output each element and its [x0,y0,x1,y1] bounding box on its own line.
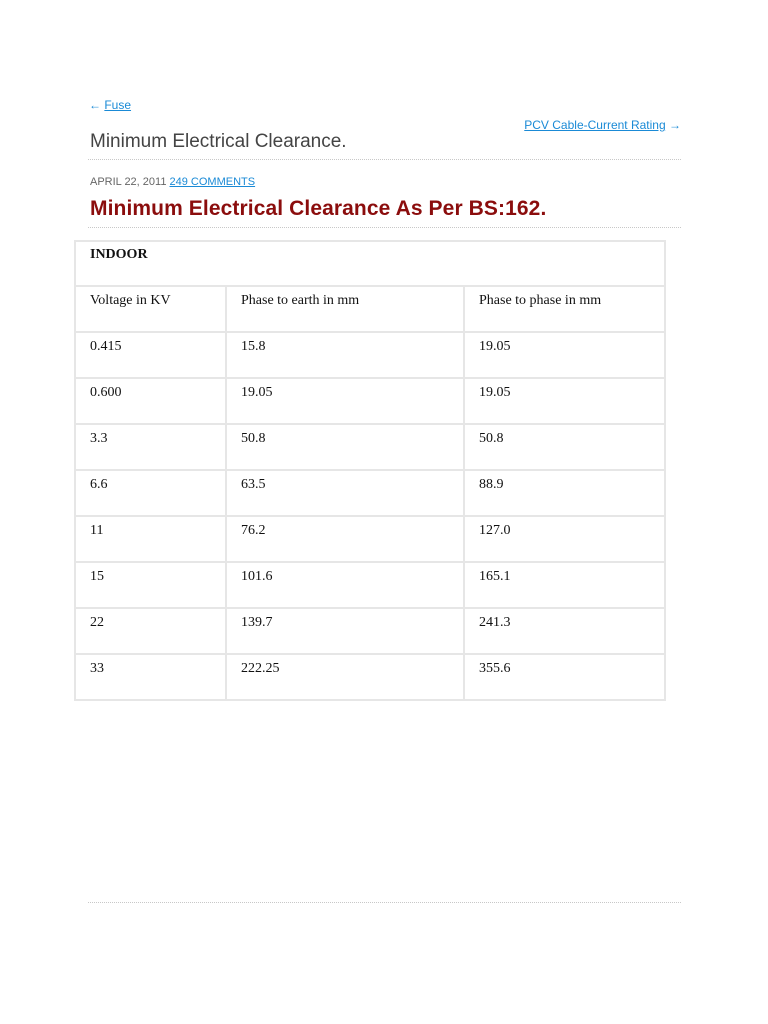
cell-voltage: 15 [75,562,226,608]
clearance-table [74,240,666,701]
cell-phase-to-phase: 355.6 [464,654,665,700]
cell-phase-to-earth: 222.25 [226,654,464,700]
cell-phase-to-phase: 50.8 [464,424,665,470]
heading-divider [88,227,681,228]
table-header-row [75,286,665,332]
next-post-label: PCV Cable-Current Rating [524,118,666,132]
table-row [75,470,665,516]
post-title: Minimum Electrical Clearance. [90,131,347,152]
cell-phase-to-earth: 76.2 [226,516,464,562]
table-row [75,654,665,700]
cell-phase-to-earth: 19.05 [226,378,464,424]
cell-voltage: 11 [75,516,226,562]
comments-link[interactable]: 249 COMMENTS [169,176,256,188]
header-phase-to-phase: Phase to phase in mm [464,286,665,332]
post-meta [90,176,255,188]
table-row [75,332,665,378]
table-caption: INDOOR [75,241,665,286]
cell-phase-to-phase: 19.05 [464,332,665,378]
footer-divider [88,902,681,903]
next-post-link[interactable] [524,118,681,132]
cell-phase-to-earth: 15.8 [226,332,464,378]
cell-voltage: 6.6 [75,470,226,516]
table-row [75,608,665,654]
cell-phase-to-earth: 101.6 [226,562,464,608]
cell-phase-to-phase: 241.3 [464,608,665,654]
cell-phase-to-earth: 63.5 [226,470,464,516]
header-phase-to-earth: Phase to earth in mm [226,286,464,332]
cell-voltage: 22 [75,608,226,654]
header-voltage: Voltage in KV [75,286,226,332]
table-row [75,378,665,424]
cell-voltage: 33 [75,654,226,700]
table-caption-row [75,241,665,286]
cell-voltage: 0.415 [75,332,226,378]
article-heading: Minimum Electrical Clearance As Per BS:162. [90,197,547,220]
cell-voltage: 0.600 [75,378,226,424]
left-arrow-icon: ← [89,98,101,112]
post-date: APRIL 22, 2011 [90,176,167,188]
previous-post-link[interactable] [89,98,131,112]
table-row [75,424,665,470]
cell-voltage: 3.3 [75,424,226,470]
cell-phase-to-earth: 50.8 [226,424,464,470]
right-arrow-icon: → [669,118,681,132]
title-divider [88,159,681,160]
table-row [75,516,665,562]
cell-phase-to-phase: 19.05 [464,378,665,424]
cell-phase-to-phase: 165.1 [464,562,665,608]
table-row [75,562,665,608]
cell-phase-to-phase: 127.0 [464,516,665,562]
cell-phase-to-earth: 139.7 [226,608,464,654]
previous-post-label: Fuse [104,98,132,112]
cell-phase-to-phase: 88.9 [464,470,665,516]
